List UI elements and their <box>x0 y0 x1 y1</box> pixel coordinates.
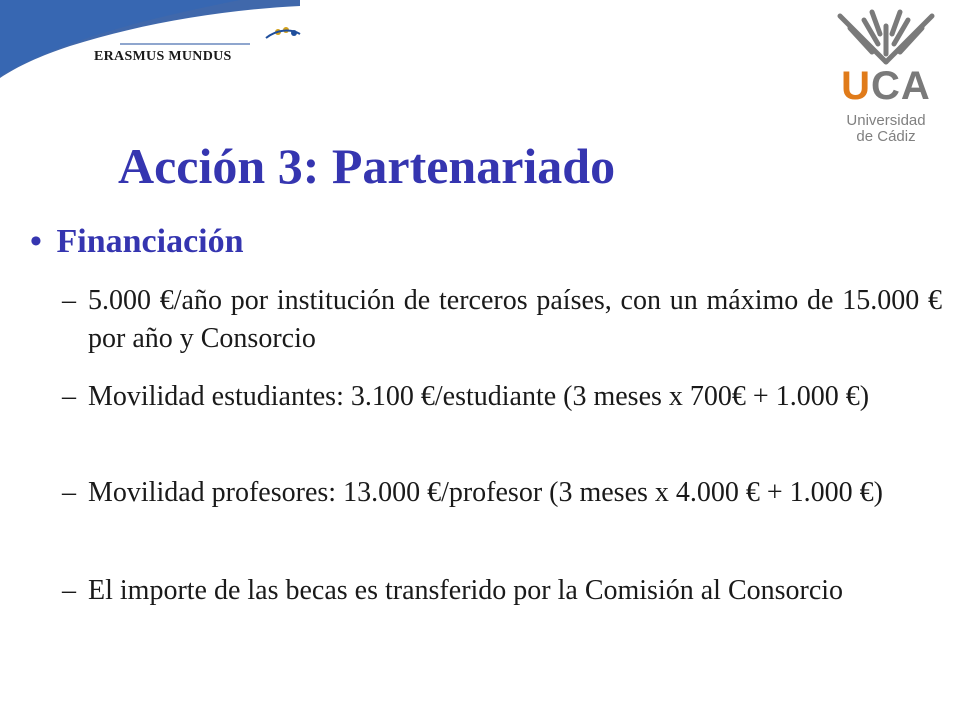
slide-title: Acción 3: Partenariado <box>118 138 616 194</box>
uca-name-line2: de Cádiz <box>856 128 916 145</box>
bullet-marker: • <box>30 223 42 260</box>
sub-item-professors <box>62 474 942 512</box>
uca-name-line1: Universidad <box>846 112 926 129</box>
erasmus-swoosh-icon <box>0 0 310 90</box>
erasmus-mundus-text: ERASMUS MUNDUS <box>94 49 232 64</box>
bullet-label: Financiación <box>56 223 244 260</box>
erasmus-mundus-logo <box>0 0 310 90</box>
sub-item-marker: – <box>62 477 76 508</box>
sub-item-marker: – <box>62 575 76 606</box>
uca-letter-u: U <box>841 64 872 108</box>
bullet-financiacion <box>30 222 244 262</box>
sub-item-text: El importe de las becas es transferido por la Comisión al Consorcio <box>88 575 844 606</box>
sub-item-marker: – <box>62 381 76 412</box>
uca-logo <box>820 6 952 176</box>
sub-item-institution <box>62 282 942 358</box>
uca-letters-ca: CA <box>871 64 931 108</box>
sub-item-marker: – <box>62 285 76 316</box>
uca-wordmark <box>820 66 952 106</box>
sub-item-text: Movilidad estudiantes: 3.100 €/estudiante (3 meses x 700€ + 1.000 €) <box>88 381 870 412</box>
sub-item-text: Movilidad profesores: 13.000 €/profesor (3 meses x 4.000 € + 1.000 €) <box>88 477 884 508</box>
sub-item-transfer <box>62 572 942 610</box>
sub-item-students <box>62 378 942 416</box>
uca-emblem-icon <box>820 6 952 66</box>
sub-item-text: 5.000 €/año por institución de terceros países, con un máximo de 15.000 € por año y Consorcio <box>88 285 942 354</box>
